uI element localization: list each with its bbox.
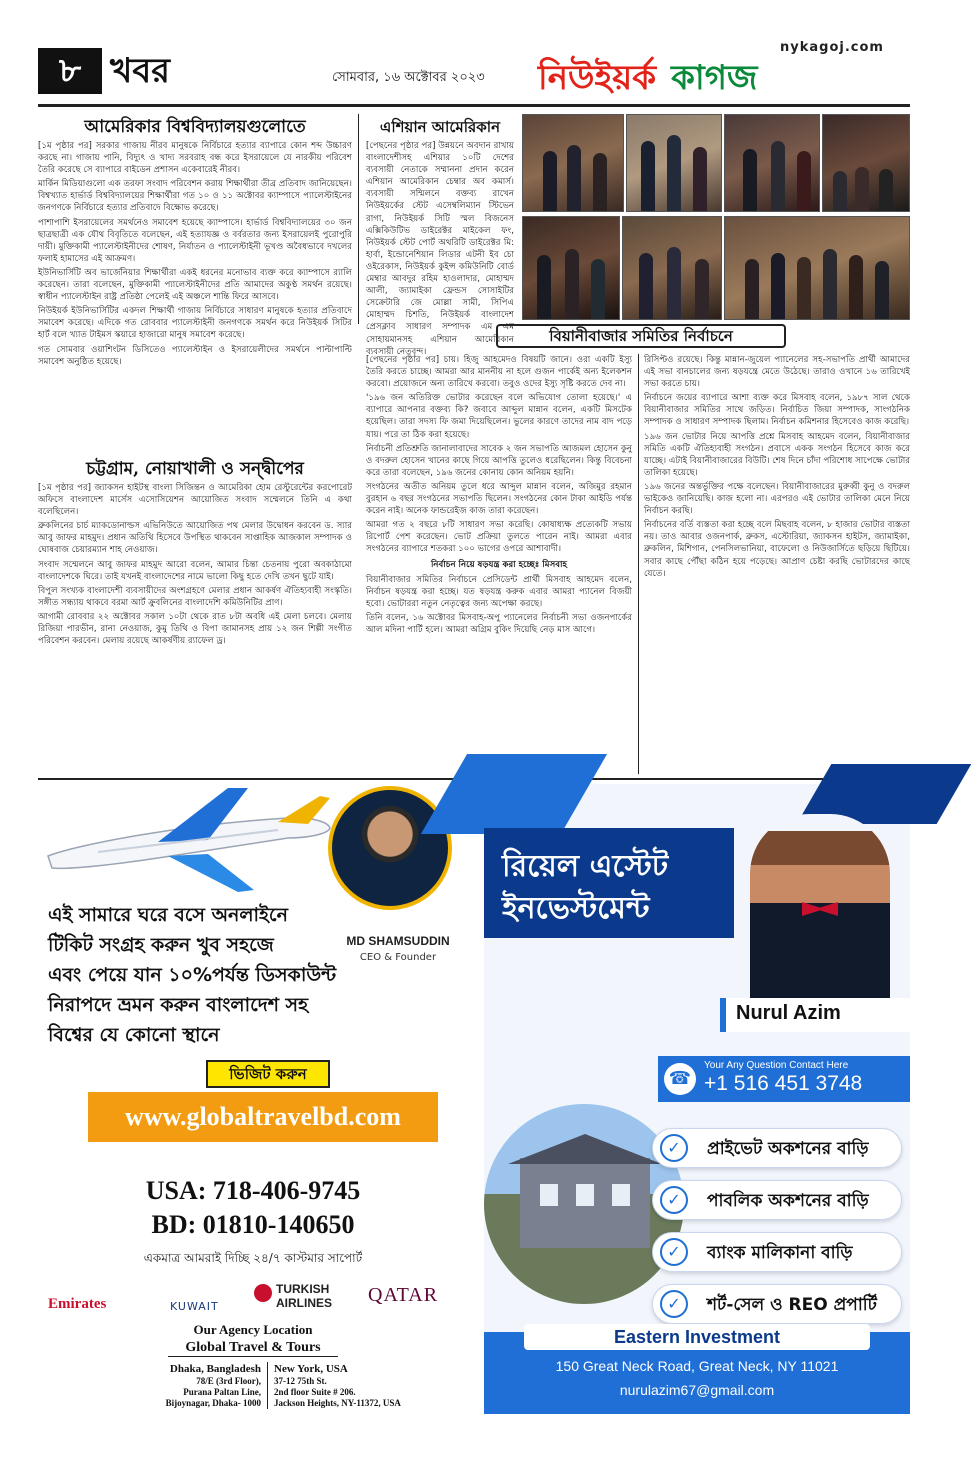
address-line: 78/E (3rd Floor), <box>196 1376 261 1386</box>
paragraph: [১ম পৃষ্ঠার পর] জ্যাকসন হাইটস্থ বাংলা সিজিন্তন ও আমেরিকা হোম রেস্টুরেন্টের করপোরেট অফিসে বাংলাদেশ মার্সেস এসোসিয়েশন আয়োজিত সংবাদ সম্মেলনে তিনি এ কথা বলেছিলেন। <box>38 483 352 518</box>
article-body <box>38 140 352 454</box>
ad-line: এবং পেয়ে যান ১০%পর্যন্ত ডিসকাউন্ট <box>48 964 337 986</box>
event-photo <box>522 216 620 320</box>
paragraph: সংগঠনের অতীত অনিয়ম তুলে ধরে আব্দুল মান্নান বলেন, অজিমুর রহমান বুরহান ৬ বছর সংগঠনের সভাপতি ছিলেন। সংগঠনের কোন টাকা আইডি পর্যন্ত করেন নাই। অনেক ফান্ডরেইজ কাজ তারা করেছেন। <box>366 481 632 517</box>
feature-item <box>652 1128 902 1168</box>
paragraph: [পেছনের পৃষ্ঠার পর] চায়। হিজু আহমেদও বিষয়টি জানে। ওরা একটি ইস্যু তৈরি করতে চাচ্ছে। আমরা আর মাননীয় না হলে গুজন পার্কেই অন্য ইলেকশন করবো। প্রয়োজনে অন্য তারিখে করবো। তবুও ওদের ইস্যু সৃষ্টি করতে দেব না। <box>366 355 632 390</box>
ny-address <box>274 1362 444 1409</box>
company-name: Eastern Investment <box>613 1327 781 1347</box>
feature-item <box>652 1180 902 1220</box>
paragraph: সংবাদ সম্মেলনে আবু জাফর মাহমুদ আরো বলেন, আমার চিন্তা চেতনায় পুরো অবকাঠামো বাংলাদেশকে ঘিরে। তাই যখনই বাংলাদেশের নামে ভালো কিছু হতে দেখি তখন ছুটে যাই। <box>38 559 352 582</box>
ad-headline <box>48 900 378 1050</box>
dhaka-city: Dhaka, Bangladesh <box>169 1363 261 1375</box>
article-body-col-2 <box>644 354 910 776</box>
agency-heading: Our Agency Location <box>193 1322 313 1337</box>
article-chattogram <box>38 456 352 776</box>
check-icon: ✓ <box>660 1290 688 1318</box>
logo-part-2: কাগজ <box>671 58 758 98</box>
article-universities <box>38 114 352 454</box>
feature-item <box>652 1284 902 1324</box>
ceo-name: MD SHAMSUDDIN <box>346 934 450 948</box>
ny-city: New York, USA <box>274 1363 348 1375</box>
paragraph: মার্কিন মিডিয়াগুলো এক তরফা সংবাদ পরিবেশন করায় শিক্ষার্থীরা তীব্র প্রতিবাদ জানিয়েছেন। বিশ্বখ্যাত হার্ভার্ড বিশ্ববিদ্যালয়ের শিক্ষার্থীরা গত ১০ ও ১১ অক্টোবর ক্যাম্পাসে প্যালেস্টাইনের জনগণকে নির্বিচারে হত্যার প্রতিবাদে বিক্ষোভ করেছে। <box>38 179 352 214</box>
event-photo <box>724 114 820 212</box>
paragraph: [পেছনের পৃষ্ঠার পর] উন্নয়নে অবদান রাখায় বাংলাদেশীসহ এশিয়ার ১০টি দেশের ব্যবসায়ী নেতাকে সম্মাননা প্রদান করেন এশিয়ান আমেরিকান চেম্বার অব কমার্স। ব্যবসায়ী সম্মিলনে বক্তব্য রাখেন নিউইয়র্কের স্টেট এসেম্বলিম্যান স্টিভেন রাগা, নিউইয়র্ক সিটি স্মল বিজনেস এক্সিকিউটিভ ডাইরেক্টর মাইকেল ফং, নিউইয়র্ক স্টেট পোর্ট অথরিটি ডাইরেক্টর মি: হার্বা, ইন্ডোনেশিয়ান লিডার এটনী ইব চো ওইরেকাস, নিউইয়র্ক কুইন্স কমিউনিটি বোর্ড মেম্বার আবদুর রহিম হাওলাদার, মোহাম্মদ আলী, জ্যামাইকা ফ্রেন্ডস সোসাইটির সেক্রেটারি জে মোল্লা সামী, সিপিএ মোহাম্মদ চিশতি, নিউইয়র্ক বাংলাদেশ প্রেসক্লাব সাধারণ সম্পাদক এম এম সোহায়মানসহ এশিয়ান আমেরিকান ব্যবসায়ী নেতৃবৃন্দ। <box>366 141 514 357</box>
ad-title-1: রিয়েল এস্টেট <box>502 849 669 884</box>
support-text: একমাত্র আমরাই দিচ্ছি ২৪/৭ কাস্টমার সাপোর্ট <box>143 1251 363 1265</box>
masthead-rule <box>38 104 910 107</box>
airline-emirates: Emirates <box>48 1296 107 1312</box>
logo <box>538 52 757 98</box>
ceo-title: CEO & Founder <box>359 952 437 963</box>
photo-collage <box>522 114 910 320</box>
usa-phone: USA: 718-406-9745 <box>145 1176 361 1205</box>
paragraph: আমরা গত ২ বছরে ৮টি সাধারণ সভা করেছি। কোষাধ্যক্ষ প্রত্যেকটি সভায় রিপোর্ট পেশ করেছেন। ভোট প্রক্রিয়া তুলতে পারেন নাই। আমরা এবার সংগঠনের ব্যাপারে শতকরা ১০০ ভাগের ওপরে আশাবাদী। <box>366 520 632 555</box>
company-email[interactable]: nurulazim67@gmail.com <box>619 1382 775 1398</box>
paragraph: গত সোমবার ওয়াশিংটন ডিসিতেও প্যালেস্টাইন ও ইসরায়েলীদের সমর্থনে পাল্টাপাল্টি সমাবেশ অনুষ্ঠিত হয়েছে। <box>38 344 352 367</box>
paragraph: বিয়ানীবাজার সমিতির নির্বাচনে প্রেসিডেন্ট প্রার্থী মিসবাহ আহমেদ বলেন, নির্বাচন ষড়যন্ত্র করা হচ্ছে। যত ষড়যন্ত্র করুক এবার আমরা প্যানেল বিজয়ী হবো। ভোটাররা নতুন নেতৃত্বের জন্য অপেক্ষা করছে। <box>366 574 632 609</box>
paragraph: নিউইয়র্ক ইউনিভার্সিটির একদল শিক্ষার্থী গাজায় নির্বিচারে সাধারণ মানুষকে হত্যার প্রতিবাদে সমাবেশ করেছে। এদিকে গত রোববার প্যালেস্টাইনী জনগণকে সমর্থন করে নিউইয়র্ক সিটির হার্ট বলে খ্যাত টাইমস স্কয়ারে হাজারো মানুষ সমাবেশ করেছে। <box>38 306 352 341</box>
headline: এশিয়ান আমেরিকান <box>379 118 501 136</box>
paragraph: নির্বাচনে জয়ের ব্যাপারে আশা ব্যক্ত করে মিসবাহ বলেন, ১৯৮৭ সাল থেকে বিয়ানীবাজার সমিতির সাথে জড়িত। নির্বাচিত জিয়া সম্পাদক, সাংগঠনিক সম্পাদক ও সাধারণ সম্পাদক ছিলাম। নির্বাচন কমিশনার হিসেবেও কাজ করেছি। <box>644 393 910 428</box>
section-title: খবর <box>110 51 170 91</box>
logo-part-1: নিউইয়র্ক <box>538 58 657 98</box>
address-line: Purana Paltan Line, <box>183 1387 261 1397</box>
airplane-icon <box>38 784 338 904</box>
check-icon: ✓ <box>660 1134 688 1162</box>
company-address: 150 Great Neck Road, Great Neck, NY 11021 <box>555 1358 839 1374</box>
visit-button[interactable]: ভিজিট করুন <box>206 1060 330 1088</box>
masthead <box>0 0 945 110</box>
airline-kuwait: KUWAIT <box>170 1300 219 1313</box>
paragraph: আগামী রোববার ২২ অক্টোবর সকাল ১০টা থেকে রাত ৮টা অবধি এই মেলা চলবে। মেলায় রিজিয়া পারভীন, রানা নেওয়াজ, কুমু তিথি ও বিপা জামানসহ প্রায় ১২ জন শিল্পী সংগীত পরিবেশন করবেন। মেলায় রয়েছে আকর্ষণীয় র‍্যাফেল ড্র। <box>38 611 352 647</box>
headline: চট্টগ্রাম, নোয়াখালী ও সন্দ্বীপের <box>86 459 304 479</box>
paragraph: '১৯৬ জন অতিরিক্ত ভোটার করেছেন বলে অভিযোগ তোলা হয়েছে।' এ ব্যাপারে আপনার বক্তব্য কি? জবাবে আব্দুল মান্নান বলেন, একটি মিসটেক হয়েছিল। তারা সদস্য ফি জমা দিয়েছিলেন। ভুলের কারণে তাদের নাম বাদ পড়ে যায়। পরে তা ঠিক করা হয়েছে। <box>366 393 632 440</box>
airline-turkish <box>254 1284 272 1302</box>
feature-item <box>652 1232 902 1272</box>
paragraph: নির্বাচনের বর্তি ব্যস্ততা করা হচ্ছে বলে মিছবাহ বলেন, ৮ হাজার ভোটার ব্যস্ততা নয়। তাও আবার ওজনপার্ক, ব্রুকস, এস্টোরিয়া, জ্যাকসন হাইটস, জ্যামাইকা, ব্রুকলিন, মিশিগান, পেনসিলভানিয়া, বাফেলো ও নিউজার্সিতে ছড়িয়ে ছিটিয়ে। সবার কাছে পৌঁছা কঠিন হয়ে পড়েছে। আপ্রাণ চেষ্টা করছি ভোটারদের কাছে যেতে। <box>644 520 910 579</box>
airline-qatar: QATAR <box>368 1284 439 1306</box>
feature-label: পাবলিক অকশনের বাড়ি <box>652 1180 902 1220</box>
event-photo <box>626 114 722 212</box>
realestate-ad <box>484 784 910 1414</box>
article-body <box>366 140 514 357</box>
subheading: নির্বাচন নিয়ে ষড়যন্ত্র করা হচ্ছেঃ মিসবাহ <box>430 559 568 570</box>
event-photo <box>724 216 910 320</box>
paragraph: তিনি বলেন, ১৬ অক্টোবর মিসবাহ-অপু প্যানেলের নির্বাচনী সভা ওজনপার্কের আল মদিনা পার্টি হলে। আমরা অগ্রিম বুকিং দিয়েছি নেড় মাস আগে। <box>366 612 632 635</box>
avatar <box>750 814 890 1026</box>
address-line: Jackson Heights, NY-11372, USA <box>274 1398 401 1408</box>
agency-name: Global Travel & Tours <box>168 1340 338 1357</box>
event-photo <box>522 114 624 212</box>
address-line: 2nd floor Suite # 206. <box>274 1387 356 1397</box>
contact-label: Your Any Question Contact Here <box>704 1060 849 1071</box>
airline-turkish-label: TURKISH AIRLINES <box>276 1282 333 1310</box>
headline: আমেরিকার বিশ্ববিদ্যালয়গুলোতে <box>84 117 306 137</box>
column-divider <box>358 114 359 324</box>
bd-phone: BD: 01810-140650 <box>151 1210 355 1239</box>
ad-title-2: ইনভেস্টমেন্ট <box>502 891 650 926</box>
phone-icon: ☎ <box>664 1063 696 1095</box>
paragraph: রিসিপ্টও রয়েছে। কিন্তু মান্নান-জুয়েল প্যানেলের সহ-সভাপতি প্রার্থী আমাদের এই সভা বানচালের জন্য ষড়যন্ত্রে মেতে উঠেছে। তারাও ওখানে ১৬ তারিখেই সভা করতে চায়। <box>644 355 910 390</box>
paragraph: বিপুল সংখ্যক বাংলাদেশী ব্যবসায়ীদের অংশগ্রহণে মেলার প্রধান আকর্ষণ ঐতিহ্যবাহী সংস্কৃতি। সঙ্গীত সন্ধ্যায় থাকবে বরমা আর্ট ক্রুবলিনের বাংলাদেশি কমিউনিটির প্রাণ। <box>38 585 352 608</box>
page-number: ৮ <box>38 48 102 94</box>
dhaka-address <box>138 1362 268 1409</box>
website-link[interactable]: www.globaltravelbd.com <box>88 1092 438 1142</box>
issue-date: সোমবার, ১৬ অক্টোবর ২০২৩ <box>332 70 485 85</box>
feature-label: প্রাইভেট অকশনের বাড়ি <box>652 1128 902 1168</box>
article-beanibazar <box>366 324 910 776</box>
avatar <box>328 786 452 910</box>
paragraph: ১৯৬ জন ভোটার নিয়ে আপত্তি প্রশ্নে মিসবাহ আহমেদ বলেন, বিয়ানীবাজার সমিতি একটি ঐতিহ্যবাহী সংগঠন। প্রবাসে একক সংগঠন হিসেবে কাজ করে যাচ্ছে। এটাই বিয়ানীবাজারের বিউটি। শেষ দিনে চাঁদা পরিশোধ সাপেক্ষে ভোটার তালিকা হয়েছে। <box>644 431 910 478</box>
ad-line: বিশ্বের যে কোনো স্থানে <box>48 1024 220 1046</box>
travel-ad <box>38 784 468 1414</box>
feature-label: শর্ট-সেল ও REO প্রপার্টি <box>652 1284 902 1324</box>
paragraph: ১৯৬ জনের অন্তর্ভুক্তির পক্ষে বলেছেন। বিয়ানীবাজারের মুরুব্বী কুনু ও বদরুল ভাইকেও জানিয়েছি। কাজ হলো না। এরপরও এই ভোটার তালিকা মেনে নিয়ে নির্বাচন করছি। <box>644 481 910 517</box>
paragraph: ব্রুকলিনের চার্চ ম্যাকডোনাল্ডস এভিনিউতে আয়োজিত পথ মেলার উদ্বোধন করবেন ড. স্যার আবু জাফর মাহমুদ। প্রধান অতিথি হিসেবে উপস্থিত থাকবেন সাপ্তাহিক আজকাল সম্পাদক ও ঘোষবাজ চেয়ারম্যান শাহ নেওয়াজ। <box>38 521 352 556</box>
headline-box <box>496 324 786 348</box>
article-body-col-1 <box>366 354 632 776</box>
article-body <box>38 482 352 776</box>
address-line: Bijoynagar, Dhaka- 1000 <box>165 1398 261 1408</box>
paragraph: [১ম পৃষ্ঠার পর] সরকার গাজায় নীরব মানুষকে নির্বিচারে হত্যার ব্যাপারে কোন শব্দ উচ্চারণ করছে না। গাজায় পানি, বিদ্যুৎ ও খাদ্য সরবরাহ বন্ধ করে ইসরায়েলে যে নারকীয় পরিবেশ তৈরি করেছে সে ব্যাপারে বাইডেন প্রশাসন একেবারেই নীরব। <box>38 141 352 176</box>
paragraph: ইউনিভার্সিটি অব ভার্জেনিয়ার শিক্ষার্থীরা একই ধরনের মনোভাব ব্যক্ত করে ক্যাম্পাসে র‍্যালি করেছেন। তারা বলেছেন, মুক্তিকামী প্যালেস্টাইনীদের প্রতি আমাদের অকুণ্ঠ সমর্থন রয়েছে। স্বাধীন প্যালেস্টাইন রাষ্ট্র প্রতিষ্ঠা পেলেই এই অঞ্চলে শান্তি ফিরে আসবে। <box>38 267 352 303</box>
check-icon: ✓ <box>660 1186 688 1214</box>
ad-line: টিকিট সংগ্রহ করুন খুব সহজে <box>48 934 274 956</box>
ad-line: এই সামারে ঘরে বসে অনলাইনে <box>48 904 288 926</box>
paragraph: নির্বাচনী প্রতিশ্রুতি জানালাবাদের সাবেক ২ জন সভাপতি আজমল হোসেন কুনু ও বদরুল হোসেন খানের কাছে গিয়ে আপত্তি তুলেও ধরেছিলেন। কিন্তু বিবেচনা করে তারা বলেছেন, ১৯৬ জনের কোনায় কোন অনিয়ম হয়নি। <box>366 443 632 478</box>
article-asian-american <box>366 114 514 357</box>
address-line: 37-12 75th St. <box>274 1376 327 1386</box>
column-divider <box>638 354 639 774</box>
headline: বিয়ানীবাজার সমিতির নির্বাচনে <box>549 327 733 345</box>
paragraph: পাশাপাশি ইসরায়েলের সমর্থনেও সমাবেশ হয়েছে ক্যাম্পাসে। হার্ভার্ড বিশ্ববিদ্যালয়ের ৩০ জন ছাত্রছাত্রী এক যৌথ বিবৃতিতে বলেছেন, এই হত্যাযজ্ঞ ও বর্বরতার জন্য ইসরায়েলই পুরোপুরি দায়ী। মুক্তিকামী প্যালেস্টাইনীদের শোষণ, নির্যাতন ও প্যালেস্টাইনী ভূখণ্ড অবৈধভাবে দখলের ফলাই হামাসের এই আক্রমণ। <box>38 217 352 264</box>
person-name: Nurul Azim <box>736 1002 841 1024</box>
event-photo <box>622 216 722 320</box>
ad-line: নিরাপদে ভ্রমন করুন বাংলাদেশ সহ <box>48 994 309 1016</box>
feature-label: ব্যাংক মালিকানা বাড়ি <box>652 1232 902 1272</box>
check-icon: ✓ <box>660 1238 688 1266</box>
phone-number[interactable]: +1 516 451 3748 <box>704 1072 863 1095</box>
event-photo <box>822 114 910 212</box>
site-url: nykagoj.com <box>780 40 884 55</box>
